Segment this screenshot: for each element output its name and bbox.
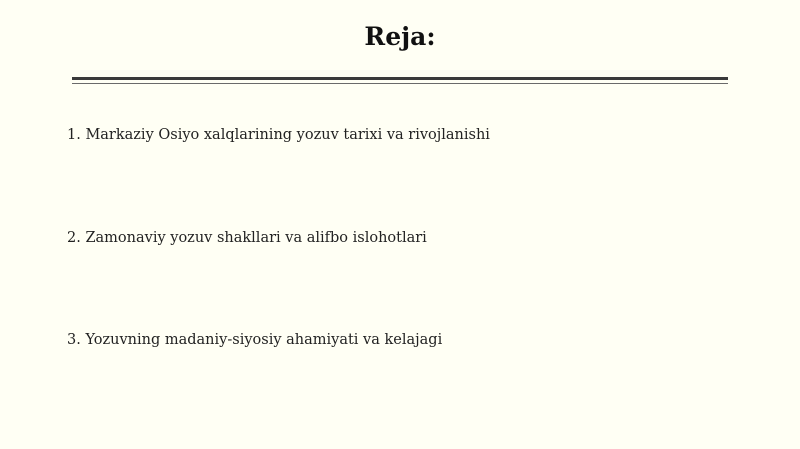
title-divider-thin [72,83,728,84]
plan-item-3: 3. Yozuvning madaniy-siyosiy ahamiyati va kelajagi [67,332,443,348]
title-divider-thick [72,77,728,80]
plan-item-1: 1. Markaziy Osiyo xalqlarining yozuv tarixi va rivojlanishi [67,127,490,143]
slide-title: Reja: [364,22,436,51]
plan-item-2: 2. Zamonaviy yozuv shakllari va alifbo islohotlari [67,230,427,246]
